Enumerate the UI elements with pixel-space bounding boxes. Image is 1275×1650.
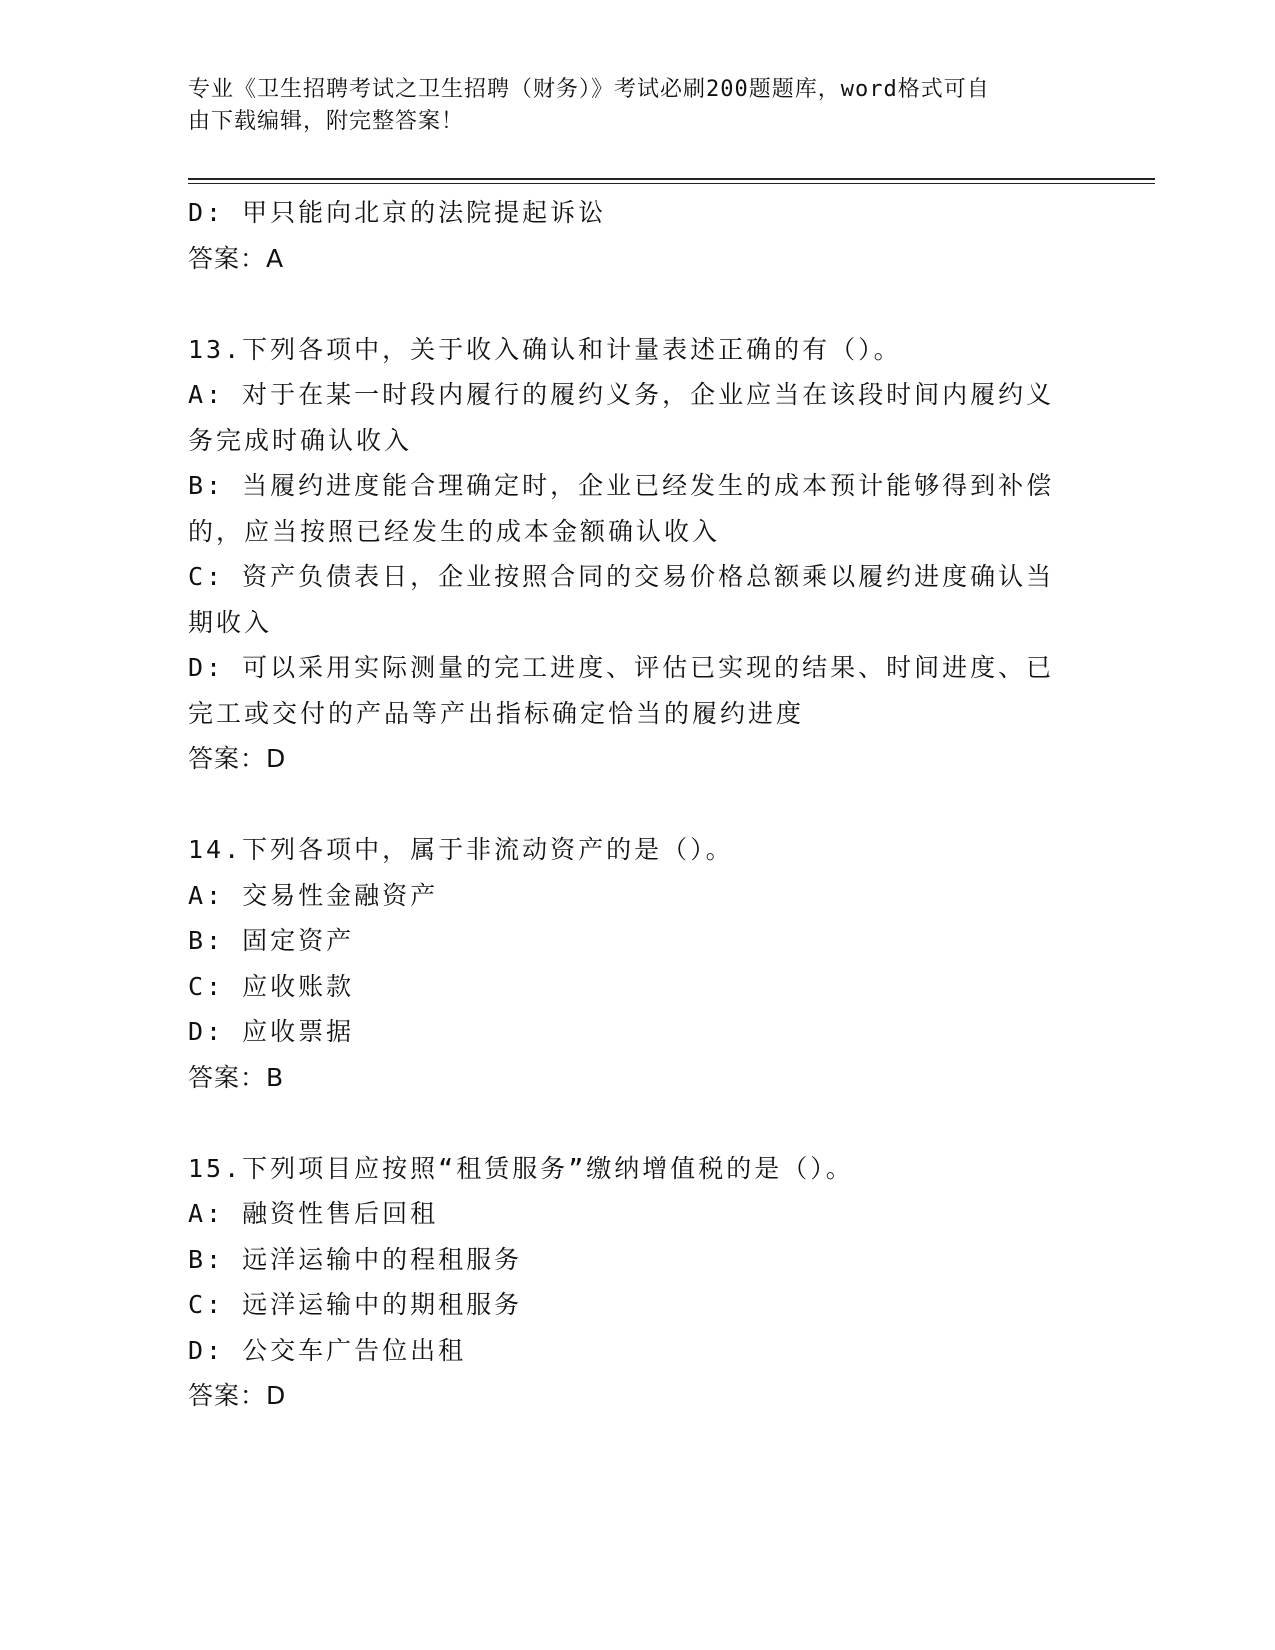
question-stem: 13.下列各项中，关于收入确认和计量表述正确的有（）。 (188, 334, 902, 364)
option-b: B: 固定资产 (188, 926, 355, 955)
option-d: D: 公交车广告位出租 (188, 1335, 467, 1365)
option-b: B: 远洋运输中的程租服务 (188, 1244, 523, 1274)
question-stem: 15.下列项目应按照“租赁服务”缴纳增值税的是（）。 (188, 1153, 854, 1183)
option-c-cont: 期收入 (188, 607, 273, 637)
answer: 答案：B (188, 1062, 285, 1092)
option-a: A: 交易性金融资产 (188, 880, 439, 910)
option-a: A: 融资性售后回租 (188, 1199, 439, 1228)
option-b: B: 当履约进度能合理确定时，企业已经发生的成本预计能够得到补偿 (188, 471, 1055, 500)
option-d: D: 可以采用实际测量的完工进度、评估已实现的结果、时间进度、已 (188, 653, 1055, 682)
question-stem: 14.下列各项中，属于非流动资产的是（）。 (188, 835, 734, 864)
option-c: C: 应收账款 (188, 971, 355, 1001)
header-divider-thin (188, 183, 1155, 184)
option-c: C: 远洋运输中的期租服务 (188, 1290, 523, 1319)
option-d-cont: 完工或交付的产品等产出指标确定恰当的履约进度 (188, 698, 805, 728)
option-c: C: 资产负债表日，企业按照合同的交易价格总额乘以履约进度确认当 (188, 562, 1055, 591)
answer: 答案：D (188, 1381, 287, 1410)
option-d: D: 甲只能向北京的法院提起诉讼 (188, 198, 607, 227)
option-b-cont: 的，应当按照已经发生的成本金额确认收入 (188, 516, 721, 546)
header-divider-thick (188, 178, 1155, 180)
previous-question-tail (188, 190, 1078, 281)
document-header (188, 74, 1068, 138)
option-d: D: 应收票据 (188, 1017, 355, 1046)
header-line-1: 专业《卫生招聘考试之卫生招聘（财务）》考试必刷200题题库，word格式可自 (188, 77, 990, 102)
question-13 (188, 327, 1078, 782)
option-a: A: 对于在某一时段内履行的履约义务，企业应当在该段时间内履约义 (188, 380, 1055, 409)
answer: 答案：A (188, 243, 285, 273)
answer: 答案：D (188, 744, 287, 773)
option-a-cont: 务完成时确认收入 (188, 425, 413, 455)
question-14 (188, 827, 1078, 1100)
question-list (188, 190, 1078, 1419)
question-15 (188, 1146, 1078, 1419)
header-line-2: 由下载编辑，附完整答案！ (188, 109, 465, 134)
